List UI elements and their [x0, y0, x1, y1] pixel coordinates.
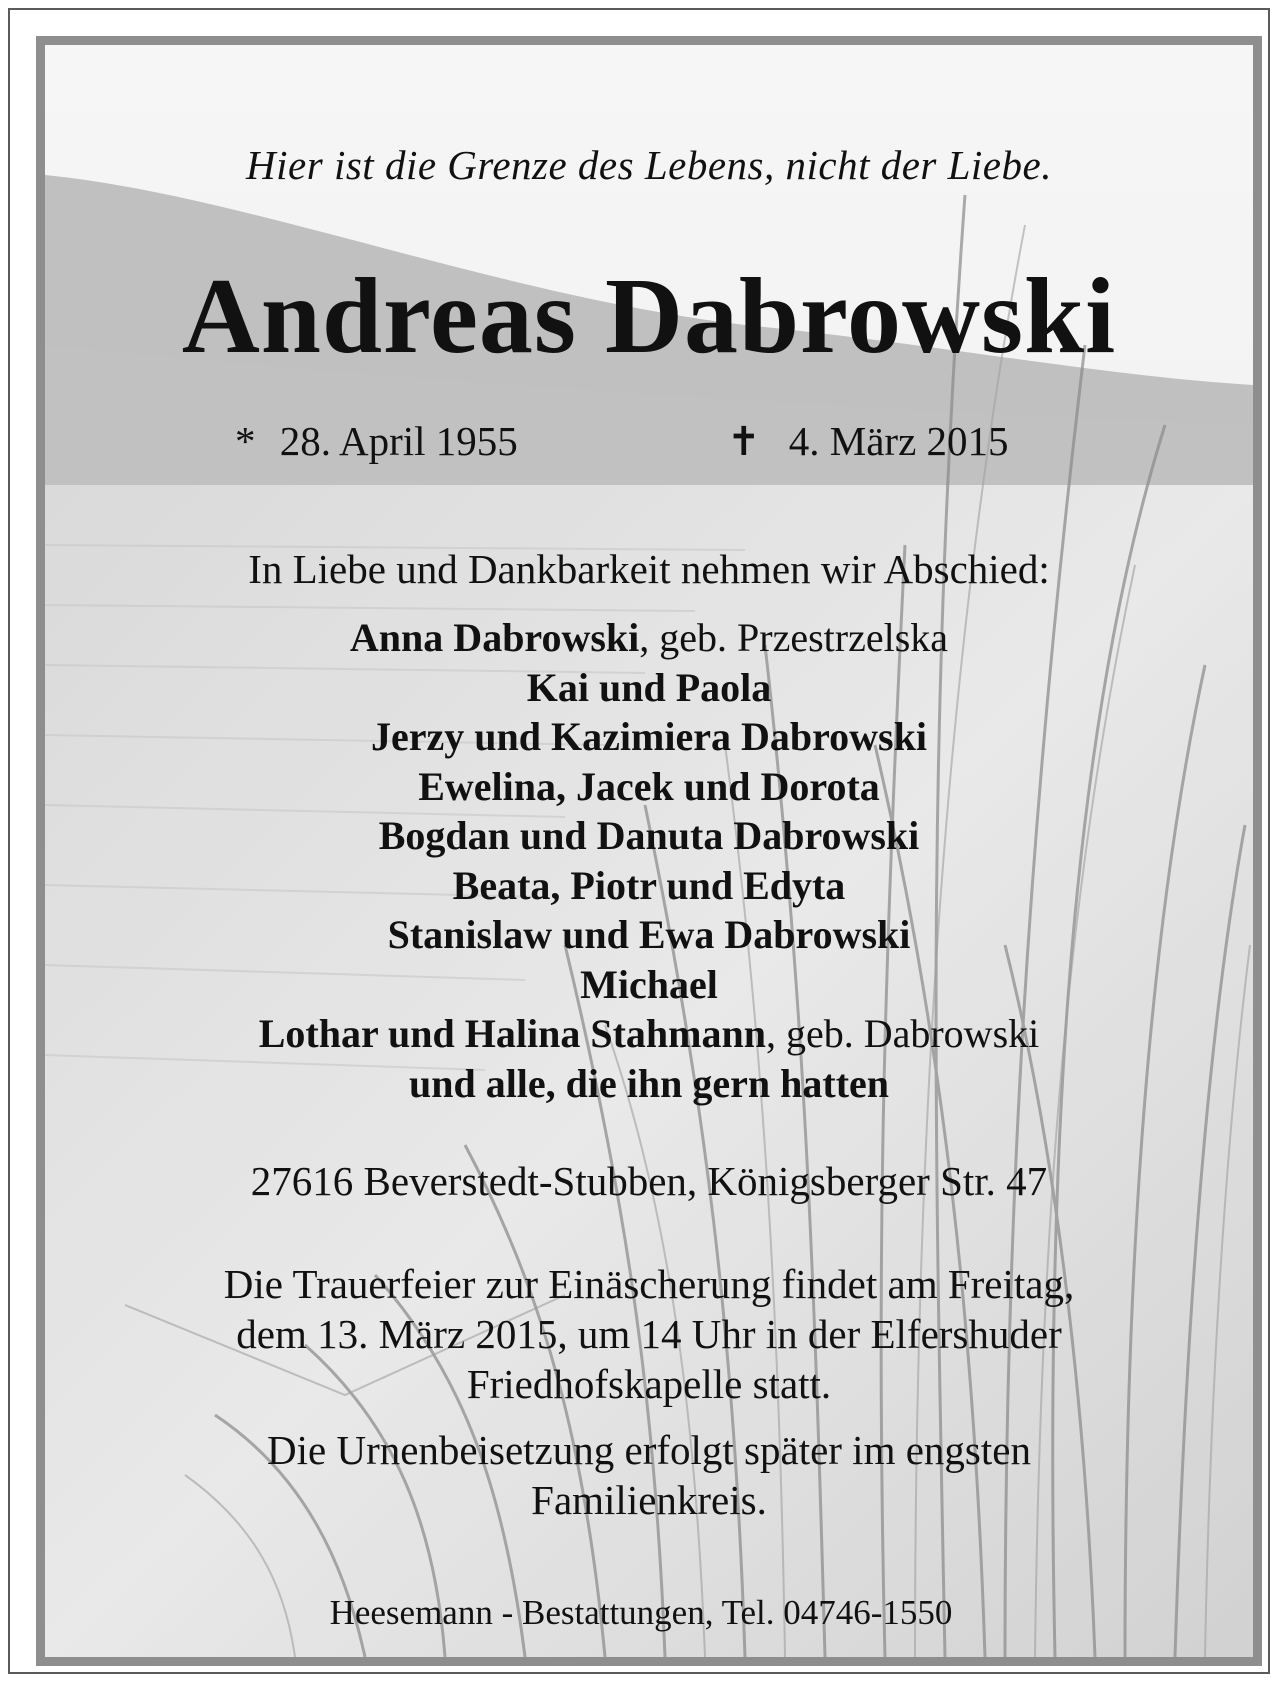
mourner-name: Lothar und Halina Stahmann — [258, 1011, 766, 1056]
mourner-note: , geb. Dabrowski — [765, 1011, 1040, 1056]
mourner-name: und alle, die ihn gern hatten — [408, 1060, 890, 1106]
mourner-name: Anna Dabrowski — [349, 615, 640, 660]
urn-line: Familienkreis. — [531, 1477, 767, 1523]
urn-line: Die Urnenbeisetzung erfolgt später im engsten — [267, 1427, 1031, 1473]
mourner-name: Beata, Piotr und Edyta — [452, 862, 846, 908]
mourner-name: Michael — [580, 961, 718, 1007]
motto-quote: Hier ist die Grenze des Lebens, nicht der Liebe. — [246, 142, 1052, 188]
mourner-line — [45, 613, 1253, 663]
ceremony-info — [45, 1259, 1253, 1409]
mourner-line — [45, 861, 1253, 911]
mourner-line — [45, 663, 1253, 713]
mourner-name: Bogdan und Danuta Dabrowski — [378, 813, 920, 858]
ceremony-line: Die Trauerfeier zur Einäscherung findet am Freitag, — [223, 1261, 1075, 1307]
death-date: 4. März 2015 — [788, 418, 1009, 464]
mourner-line — [45, 762, 1253, 812]
outer-frame — [8, 8, 1270, 1674]
mourner-name: Stanislaw und Ewa Dabrowski — [387, 912, 911, 957]
birth-date: 28. April 1955 — [279, 418, 518, 464]
deceased-name: Andreas Dabrowski — [181, 257, 1117, 376]
mourner-line — [45, 1059, 1253, 1109]
mourner-line — [45, 960, 1253, 1010]
life-dates — [45, 417, 1253, 467]
ceremony-line: Friedhofskapelle statt. — [466, 1361, 832, 1407]
mourner-note: , geb. Przestrzelska — [639, 615, 949, 660]
family-address: 27616 Beverstedt-Stubben, Königsberger Str. 47 — [250, 1158, 1048, 1204]
farewell-line: In Liebe und Dankbarkeit nehmen wir Abschied: — [248, 546, 1050, 592]
urn-burial-info — [45, 1425, 1253, 1525]
cross-icon: ✝ — [727, 419, 761, 464]
mourner-name: Ewelina, Jacek und Dorota — [418, 763, 880, 809]
mourner-line — [45, 910, 1253, 960]
mourner-line — [45, 811, 1253, 861]
mourner-name: Kai und Paola — [526, 664, 772, 710]
mourners-list — [45, 613, 1253, 1108]
mourner-line — [45, 1009, 1253, 1059]
inner-frame — [36, 36, 1262, 1666]
mourner-name: Jerzy und Kazimiera Dabrowski — [371, 714, 927, 759]
ceremony-line: dem 13. März 2015, um 14 Uhr in der Elfershuder — [236, 1311, 1062, 1357]
birth-asterisk-icon: * — [235, 418, 256, 464]
birth-date-row — [235, 417, 518, 465]
death-date-row — [727, 417, 1009, 465]
mourner-line — [45, 712, 1253, 762]
obituary-content — [45, 45, 1253, 1657]
undertaker-contact: Heesemann - Bestattungen, Tel. 04746-1550 — [329, 1593, 953, 1632]
